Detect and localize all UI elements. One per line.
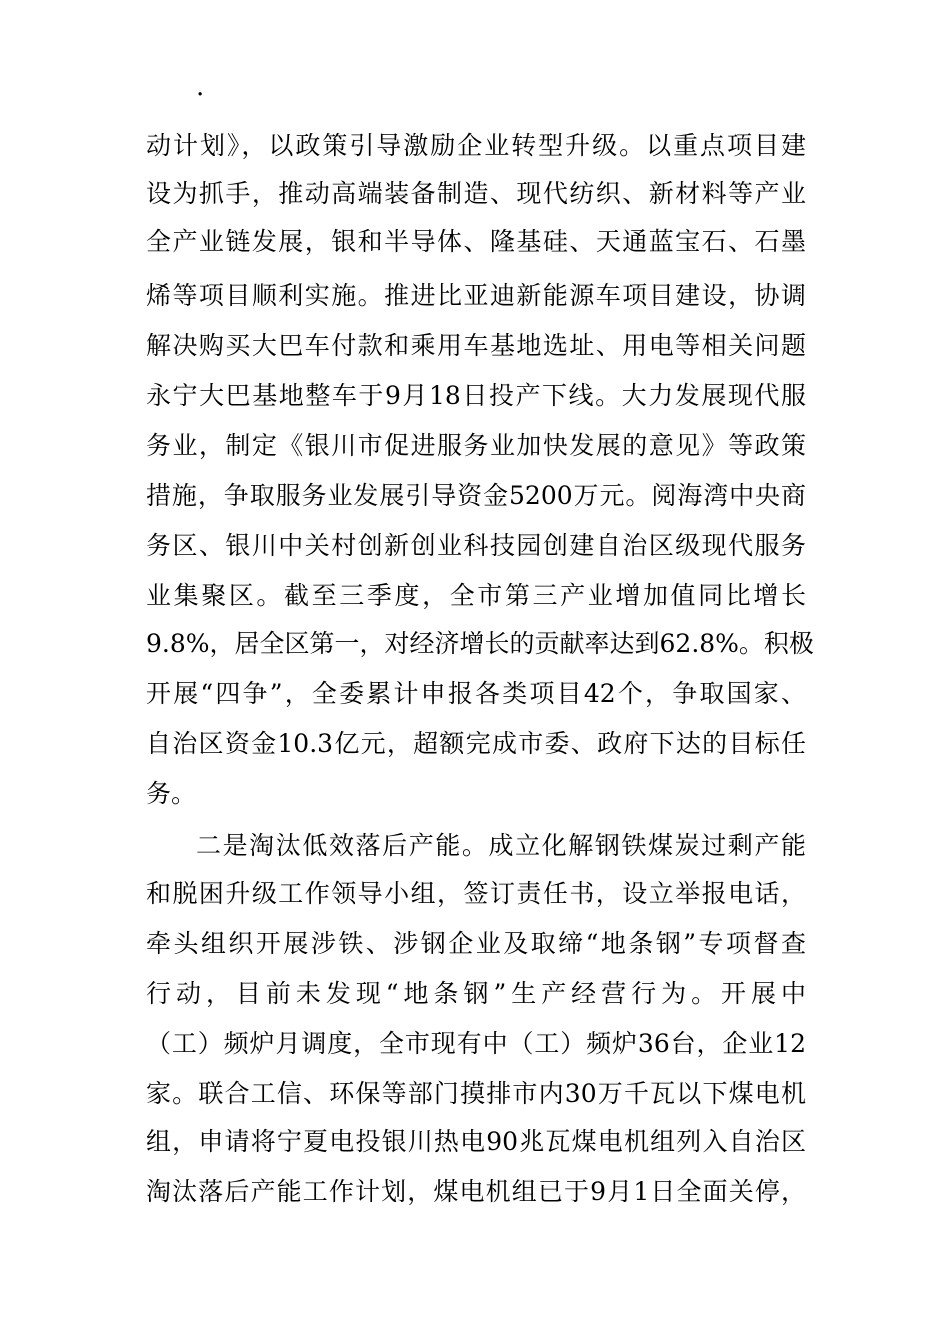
text-line: 二是淘汰低效落后产能。成立化解钢铁煤炭过剩产能 bbox=[196, 831, 806, 860]
text-line: 行动，目前未发现“地条钢”生产经营行为。开展中 bbox=[146, 979, 806, 1008]
text-line: （工）频炉月调度，全市现有中（工）频炉36台，企业12 bbox=[146, 1029, 806, 1058]
header-mark: . bbox=[196, 72, 205, 102]
text-line: 烯等项目顺利实施。推进比亚迪新能源车项目建设，协调 bbox=[146, 281, 806, 310]
text-line: 淘汰落后产能工作计划，煤电机组已于9月1日全面关停， bbox=[146, 1177, 806, 1206]
text-line: 业集聚区。截至三季度，全市第三产业增加值同比增长 bbox=[146, 581, 806, 610]
text-line: 务区、银川中关村创新创业科技园创建自治区级现代服务 bbox=[146, 531, 806, 560]
text-line: 设为抓手，推动高端装备制造、现代纺织、新材料等产业 bbox=[146, 179, 806, 208]
text-line: 务。 bbox=[146, 779, 197, 808]
text-line: 解决购买大巴车付款和乘用车基地选址、用电等相关问题 bbox=[146, 331, 806, 360]
text-line: 组，申请将宁夏电投银川热电90兆瓦煤电机组列入自治区 bbox=[146, 1127, 806, 1156]
text-line: 动计划》，以政策引导激励企业转型升级。以重点项目建 bbox=[146, 131, 806, 160]
text-line: 自治区资金10.3亿元，超额完成市委、政府下达的目标任 bbox=[146, 729, 806, 758]
text-line: 家。联合工信、环保等部门摸排市内30万千瓦以下煤电机 bbox=[146, 1079, 806, 1108]
text-line: 措施，争取服务业发展引导资金5200万元。阅海湾中央商 bbox=[146, 481, 806, 510]
text-line: 牵头组织开展涉铁、涉钢企业及取缔“地条钢”专项督查 bbox=[146, 929, 806, 958]
text-line: 务业，制定《银川市促进服务业加快发展的意见》等政策 bbox=[146, 431, 806, 460]
text-line: 开展“四争”，全委累计申报各类项目42个，争取国家、 bbox=[146, 679, 806, 708]
text-line: 9.8%，居全区第一，对经济增长的贡献率达到62.8%。积极 bbox=[146, 629, 814, 658]
text-line: 和脱困升级工作领导小组，签订责任书，设立举报电话， bbox=[146, 879, 806, 908]
text-line: 全产业链发展，银和半导体、隆基硅、天通蓝宝石、石墨 bbox=[146, 227, 806, 256]
text-line: 永宁大巴基地整车于9月18日投产下线。大力发展现代服 bbox=[146, 381, 806, 410]
